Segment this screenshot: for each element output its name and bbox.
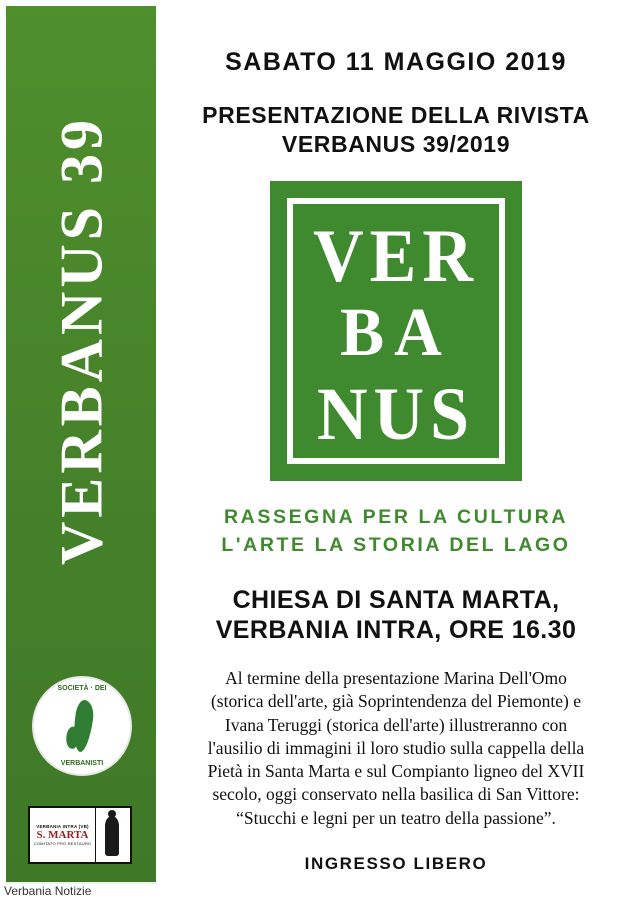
church-logo <box>28 806 132 864</box>
event-description-line: Pietà in Santa Marta e sul Compianto ligneo del XVII <box>207 761 585 782</box>
event-description <box>176 667 616 830</box>
magazine-tagline <box>174 503 618 560</box>
woodcut-line3: NUS <box>316 372 476 456</box>
church-logo-line1: VERBANIA INTRA (VB) <box>36 823 89 829</box>
side-band <box>6 6 156 884</box>
magazine-tagline-line2: L'ARTE LA STORIA DEL LAGO <box>221 533 571 556</box>
verbanus-woodcut-logo <box>270 181 522 481</box>
event-headline <box>174 101 618 159</box>
woodcut-line1: VER <box>313 214 479 298</box>
event-description-line: l'ausilio di immagini il loro studio sulla cappella della <box>207 737 585 758</box>
event-description-line: “Stucchi e legni per un teatro della passione”. <box>236 807 556 828</box>
event-headline-line1: PRESENTAZIONE DELLA RIVISTA <box>202 102 590 128</box>
admission-note: INGRESSO LIBERO <box>304 853 488 873</box>
event-headline-line2: VERBANUS 39/2019 <box>281 130 511 157</box>
society-logo-ring-bottom: VERBANISTI <box>60 760 104 767</box>
event-description-line: Ivana Teruggi (storica dell'arte) illustreranno con <box>224 714 568 735</box>
church-logo-line3: COMITATO PRO RESTAURO <box>33 841 92 847</box>
society-logo <box>32 676 132 776</box>
event-description-line: Al termine della presentazione Marina Dell'Omo <box>225 668 567 689</box>
event-description-line: secolo, oggi conservato nella basilica di San Vittore: <box>212 784 580 805</box>
church-logo-image <box>95 808 130 862</box>
event-description-line: (storica dell'arte, già Soprintendenza del Piemonte) e <box>210 691 582 712</box>
woodcut-line2: BA <box>340 293 452 371</box>
society-logo-ring-top: SOCIETÀ · DEI <box>57 685 107 692</box>
event-venue <box>174 585 618 645</box>
image-caption: Verbania Notizie <box>0 882 632 900</box>
magazine-tagline-line1: RASSEGNA PER LA CULTURA <box>224 505 568 528</box>
church-logo-text <box>30 808 95 862</box>
statue-figure-icon <box>105 816 119 856</box>
event-venue-line2: VERBANIA INTRA, ORE 16.30 <box>215 616 577 645</box>
side-band-title: VERBANUS 39 <box>48 115 115 566</box>
event-venue-line1: CHIESA DI SANTA MARTA, <box>232 586 560 615</box>
event-date: SABATO 11 MAGGIO 2019 <box>225 48 567 76</box>
poster-content <box>160 0 632 900</box>
church-logo-line2: S. MARTA <box>36 828 89 841</box>
